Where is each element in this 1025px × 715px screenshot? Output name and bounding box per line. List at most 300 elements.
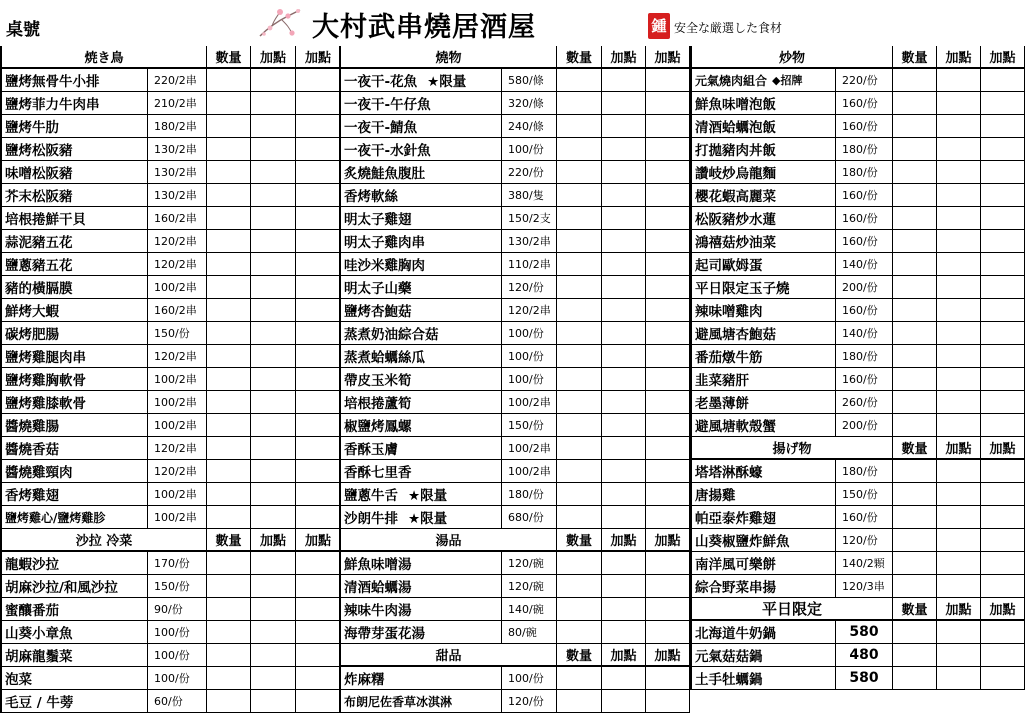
quantity-input-cell[interactable] xyxy=(893,161,937,184)
add-order-input-cell[interactable] xyxy=(296,414,341,437)
menu-item-price: 120/2串 xyxy=(148,460,207,483)
quantity-input-cell[interactable] xyxy=(893,368,937,391)
add-order-input-cell[interactable] xyxy=(646,506,690,529)
add-order-input-cell[interactable] xyxy=(251,138,296,161)
menu-item-price: 180/份 xyxy=(836,460,893,483)
menu-item-name xyxy=(2,253,148,276)
add-order-input-cell[interactable] xyxy=(937,460,981,483)
quantity-input-cell[interactable] xyxy=(893,575,937,598)
add-order-input-cell[interactable] xyxy=(937,483,981,506)
quantity-input-cell[interactable] xyxy=(893,207,937,230)
add-order-input-cell[interactable] xyxy=(937,621,981,644)
item-name-text: 番茄燉牛筋 xyxy=(695,350,763,366)
add-order-input-cell[interactable] xyxy=(981,552,1025,575)
add-order-input-cell[interactable] xyxy=(981,368,1025,391)
add-order-header: 加點 xyxy=(602,529,646,552)
quantity-input-cell[interactable] xyxy=(207,115,251,138)
add-order-input-cell[interactable] xyxy=(646,253,690,276)
add-order-input-cell[interactable] xyxy=(602,161,646,184)
add-order-input-cell[interactable] xyxy=(251,253,296,276)
add-order-input-cell[interactable] xyxy=(296,138,341,161)
item-name-text: 鹽烤松阪豬 xyxy=(5,143,73,159)
item-name-text: 椒鹽烤鳳螺 xyxy=(344,419,412,435)
quantity-input-cell[interactable] xyxy=(557,552,602,575)
quantity-input-cell[interactable] xyxy=(207,506,251,529)
add-order-input-cell[interactable] xyxy=(981,575,1025,598)
add-order-input-cell[interactable] xyxy=(646,414,690,437)
quantity-input-cell[interactable] xyxy=(207,345,251,368)
add-order-input-cell[interactable] xyxy=(646,138,690,161)
add-order-input-cell[interactable] xyxy=(646,276,690,299)
menu-item-name xyxy=(692,138,836,161)
add-order-input-cell[interactable] xyxy=(646,345,690,368)
add-order-input-cell[interactable] xyxy=(937,667,981,690)
add-order-input-cell[interactable] xyxy=(937,299,981,322)
add-order-input-cell[interactable] xyxy=(646,483,690,506)
add-order-input-cell[interactable] xyxy=(937,414,981,437)
add-order-input-cell[interactable] xyxy=(981,391,1025,414)
add-order-input-cell[interactable] xyxy=(981,299,1025,322)
item-name-text: 明太子雞翅 xyxy=(344,212,412,228)
add-order-input-cell[interactable] xyxy=(981,460,1025,483)
add-order-input-cell[interactable] xyxy=(981,414,1025,437)
add-order-input-cell[interactable] xyxy=(251,184,296,207)
add-order-input-cell[interactable] xyxy=(981,621,1025,644)
menu-item-price: 100/2串 xyxy=(502,437,557,460)
add-order-input-cell[interactable] xyxy=(937,552,981,575)
add-order-input-cell[interactable] xyxy=(981,529,1025,552)
add-order-input-cell[interactable] xyxy=(251,207,296,230)
add-order-input-cell[interactable] xyxy=(251,437,296,460)
add-order-input-cell[interactable] xyxy=(646,69,690,92)
quantity-input-cell[interactable] xyxy=(207,690,251,713)
add-order-input-cell[interactable] xyxy=(937,253,981,276)
add-order-input-cell[interactable] xyxy=(296,92,341,115)
add-order-header: 加點 xyxy=(937,598,981,621)
quantity-input-cell[interactable] xyxy=(557,575,602,598)
add-order-input-cell[interactable] xyxy=(981,253,1025,276)
item-name-text: 胡麻龍鬚菜 xyxy=(5,649,73,665)
add-order-input-cell[interactable] xyxy=(646,667,690,690)
item-name-text: 蒜泥豬五花 xyxy=(5,235,73,251)
add-order-input-cell[interactable] xyxy=(602,391,646,414)
add-order-input-cell[interactable] xyxy=(646,437,690,460)
quantity-input-cell[interactable] xyxy=(893,529,937,552)
quantity-input-cell[interactable] xyxy=(557,161,602,184)
menu-item-name xyxy=(692,483,836,506)
quantity-input-cell[interactable] xyxy=(207,368,251,391)
menu-item-price: 120/碗 xyxy=(502,552,557,575)
add-order-input-cell[interactable] xyxy=(296,322,341,345)
quantity-input-cell[interactable] xyxy=(207,138,251,161)
add-order-input-cell[interactable] xyxy=(937,506,981,529)
quantity-input-cell[interactable] xyxy=(557,322,602,345)
menu-item-price: 180/份 xyxy=(836,138,893,161)
add-order-input-cell[interactable] xyxy=(602,92,646,115)
add-order-input-cell[interactable] xyxy=(981,506,1025,529)
menu-item-name xyxy=(341,253,502,276)
quantity-input-cell[interactable] xyxy=(893,345,937,368)
quantity-header: 數量 xyxy=(557,529,602,552)
add-order-input-cell[interactable] xyxy=(602,322,646,345)
add-order-input-cell[interactable] xyxy=(296,230,341,253)
quantity-input-cell[interactable] xyxy=(207,460,251,483)
add-order-input-cell[interactable] xyxy=(602,368,646,391)
add-order-input-cell[interactable] xyxy=(981,345,1025,368)
add-order-input-cell[interactable] xyxy=(251,299,296,322)
item-name-text: 清酒蛤蠣泡飯 xyxy=(695,120,776,136)
item-name-text: 鴻禧菇炒油菜 xyxy=(695,235,776,251)
add-order-input-cell[interactable] xyxy=(981,322,1025,345)
add-order-input-cell[interactable] xyxy=(937,529,981,552)
add-order-input-cell[interactable] xyxy=(646,92,690,115)
add-order-input-cell[interactable] xyxy=(251,161,296,184)
menu-item-name xyxy=(341,92,502,115)
menu-item-price: 160/份 xyxy=(836,299,893,322)
quantity-header: 數量 xyxy=(893,46,937,69)
item-name-text: 鹽烤牛肋 xyxy=(5,120,59,136)
add-order-input-cell[interactable] xyxy=(251,276,296,299)
quantity-input-cell[interactable] xyxy=(207,69,251,92)
menu-item-price: 100/2串 xyxy=(148,506,207,529)
quantity-input-cell[interactable] xyxy=(207,299,251,322)
menu-item-name xyxy=(692,69,836,92)
add-order-input-cell[interactable] xyxy=(646,460,690,483)
add-order-input-cell[interactable] xyxy=(602,690,646,713)
quantity-input-cell[interactable] xyxy=(557,598,602,621)
add-order-input-cell[interactable] xyxy=(937,92,981,115)
menu-item-name xyxy=(2,161,148,184)
add-order-input-cell[interactable] xyxy=(981,276,1025,299)
quantity-input-cell[interactable] xyxy=(207,621,251,644)
add-order-input-cell[interactable] xyxy=(981,644,1025,667)
add-order-input-cell[interactable] xyxy=(937,345,981,368)
add-order-input-cell[interactable] xyxy=(646,621,690,644)
add-order-input-cell[interactable] xyxy=(296,460,341,483)
add-order-input-cell[interactable] xyxy=(602,483,646,506)
item-name-text: 明太子雞肉串 xyxy=(344,235,425,251)
add-order-input-cell[interactable] xyxy=(296,115,341,138)
quantity-input-cell[interactable] xyxy=(207,437,251,460)
add-order-input-cell[interactable] xyxy=(251,115,296,138)
menu-item-name xyxy=(2,575,148,598)
item-name-text: 一夜干-水針魚 xyxy=(344,143,431,159)
item-name-text: 避風塘軟殼蟹 xyxy=(695,419,776,435)
add-order-input-cell[interactable] xyxy=(646,690,690,713)
add-order-input-cell[interactable] xyxy=(602,437,646,460)
add-order-input-cell[interactable] xyxy=(602,230,646,253)
add-order-input-cell[interactable] xyxy=(296,161,341,184)
add-order-input-cell[interactable] xyxy=(937,322,981,345)
add-order-input-cell[interactable] xyxy=(646,552,690,575)
quantity-input-cell[interactable] xyxy=(893,115,937,138)
add-order-input-cell[interactable] xyxy=(937,115,981,138)
add-order-input-cell[interactable] xyxy=(602,207,646,230)
add-order-input-cell[interactable] xyxy=(296,552,341,575)
quantity-input-cell[interactable] xyxy=(207,391,251,414)
add-order-input-cell[interactable] xyxy=(981,161,1025,184)
add-order-input-cell[interactable] xyxy=(981,115,1025,138)
quantity-input-cell[interactable] xyxy=(893,92,937,115)
quantity-input-cell[interactable] xyxy=(557,414,602,437)
add-order-input-cell[interactable] xyxy=(981,184,1025,207)
quantity-input-cell[interactable] xyxy=(893,483,937,506)
menu-item-name xyxy=(341,552,502,575)
quantity-input-cell[interactable] xyxy=(557,368,602,391)
quantity-input-cell[interactable] xyxy=(893,69,937,92)
tagline: 安全な厳選した食材 xyxy=(674,21,783,35)
add-order-input-cell[interactable] xyxy=(251,322,296,345)
add-order-input-cell[interactable] xyxy=(981,138,1025,161)
add-order-input-cell[interactable] xyxy=(296,644,341,667)
add-order-input-cell[interactable] xyxy=(602,115,646,138)
item-name-text: 香酥七里香 xyxy=(344,465,412,481)
quantity-input-cell[interactable] xyxy=(893,184,937,207)
add-order-input-cell[interactable] xyxy=(646,161,690,184)
add-order-input-cell[interactable] xyxy=(296,598,341,621)
menu-item-name xyxy=(2,460,148,483)
add-order-input-cell[interactable] xyxy=(602,621,646,644)
add-order-input-cell[interactable] xyxy=(937,184,981,207)
add-order-input-cell[interactable] xyxy=(937,161,981,184)
item-name-text: 芥末松阪豬 xyxy=(5,189,73,205)
quantity-input-cell[interactable] xyxy=(893,506,937,529)
item-name-text: 老墨薄餅 xyxy=(695,396,749,412)
quantity-input-cell[interactable] xyxy=(557,207,602,230)
add-order-input-cell[interactable] xyxy=(251,391,296,414)
add-order-input-cell[interactable] xyxy=(602,345,646,368)
add-order-input-cell[interactable] xyxy=(602,184,646,207)
add-order-input-cell[interactable] xyxy=(602,69,646,92)
quantity-input-cell[interactable] xyxy=(557,345,602,368)
menu-item-price: 380/隻 xyxy=(502,184,557,207)
add-order-input-cell[interactable] xyxy=(296,345,341,368)
menu-item-name xyxy=(2,345,148,368)
item-name-text: 一夜干-花魚 xyxy=(344,74,418,90)
quantity-input-cell[interactable] xyxy=(893,667,937,690)
quantity-input-cell[interactable] xyxy=(207,644,251,667)
add-order-input-cell[interactable] xyxy=(646,575,690,598)
add-order-input-cell[interactable] xyxy=(646,230,690,253)
add-order-input-cell[interactable] xyxy=(296,391,341,414)
quantity-input-cell[interactable] xyxy=(207,575,251,598)
add-order-input-cell[interactable] xyxy=(251,598,296,621)
add-order-input-cell[interactable] xyxy=(937,138,981,161)
quantity-input-cell[interactable] xyxy=(207,667,251,690)
add-order-input-cell[interactable] xyxy=(251,368,296,391)
quantity-input-cell[interactable] xyxy=(557,506,602,529)
menu-item-price: 130/2串 xyxy=(148,138,207,161)
add-order-input-cell[interactable] xyxy=(296,690,341,713)
add-order-input-cell[interactable] xyxy=(646,115,690,138)
quantity-input-cell[interactable] xyxy=(207,253,251,276)
add-order-input-cell[interactable] xyxy=(296,253,341,276)
add-order-input-cell[interactable] xyxy=(981,667,1025,690)
quantity-input-cell[interactable] xyxy=(207,207,251,230)
menu-item-price: 130/2串 xyxy=(148,161,207,184)
quantity-input-cell[interactable] xyxy=(893,414,937,437)
quantity-input-cell[interactable] xyxy=(893,460,937,483)
add-order-input-cell[interactable] xyxy=(251,644,296,667)
add-order-input-cell[interactable] xyxy=(981,230,1025,253)
quantity-input-cell[interactable] xyxy=(207,552,251,575)
quantity-input-cell[interactable] xyxy=(557,184,602,207)
add-order-input-cell[interactable] xyxy=(602,460,646,483)
quantity-input-cell[interactable] xyxy=(557,437,602,460)
quantity-input-cell[interactable] xyxy=(893,230,937,253)
menu-item-name xyxy=(692,460,836,483)
item-name-text: 布朗尼佐香草冰淇淋 xyxy=(344,694,453,709)
add-order-input-cell[interactable] xyxy=(296,69,341,92)
add-order-input-cell[interactable] xyxy=(251,667,296,690)
menu-item-price: 480 xyxy=(836,644,893,667)
add-order-input-cell[interactable] xyxy=(296,184,341,207)
menu-item-name xyxy=(2,299,148,322)
quantity-input-cell[interactable] xyxy=(207,483,251,506)
quantity-input-cell[interactable] xyxy=(557,483,602,506)
item-name-text: 明太子山藥 xyxy=(344,281,412,297)
add-order-input-cell[interactable] xyxy=(602,667,646,690)
quantity-input-cell[interactable] xyxy=(893,391,937,414)
add-order-input-cell[interactable] xyxy=(981,207,1025,230)
menu-item-name xyxy=(692,621,836,644)
menu-item-price: 160/份 xyxy=(836,115,893,138)
quantity-input-cell[interactable] xyxy=(557,92,602,115)
add-order-input-cell[interactable] xyxy=(937,207,981,230)
add-order-input-cell[interactable] xyxy=(251,690,296,713)
add-order-input-cell[interactable] xyxy=(937,69,981,92)
add-order-input-cell[interactable] xyxy=(296,575,341,598)
add-order-input-cell[interactable] xyxy=(981,92,1025,115)
quantity-input-cell[interactable] xyxy=(207,161,251,184)
quantity-input-cell[interactable] xyxy=(557,667,602,690)
menu-item-price: 100/2串 xyxy=(148,368,207,391)
quantity-input-cell[interactable] xyxy=(557,690,602,713)
quantity-input-cell[interactable] xyxy=(893,322,937,345)
quantity-input-cell[interactable] xyxy=(207,92,251,115)
add-order-input-cell[interactable] xyxy=(646,207,690,230)
add-order-input-cell[interactable] xyxy=(296,621,341,644)
add-order-input-cell[interactable] xyxy=(602,575,646,598)
add-order-input-cell[interactable] xyxy=(251,92,296,115)
add-order-input-cell[interactable] xyxy=(602,506,646,529)
item-name-text: 一夜干-午仔魚 xyxy=(344,97,431,113)
add-order-input-cell[interactable] xyxy=(251,621,296,644)
quantity-input-cell[interactable] xyxy=(893,621,937,644)
menu-item-price: 180/份 xyxy=(502,483,557,506)
quantity-input-cell[interactable] xyxy=(207,230,251,253)
add-order-input-cell[interactable] xyxy=(251,230,296,253)
quantity-input-cell[interactable] xyxy=(893,552,937,575)
menu-item-price: 160/份 xyxy=(836,506,893,529)
menu-item-name xyxy=(692,299,836,322)
item-name-text: 塔塔淋酥蠔 xyxy=(695,465,763,481)
quantity-input-cell[interactable] xyxy=(207,598,251,621)
quantity-input-cell[interactable] xyxy=(893,138,937,161)
item-name-text: 元氣燒肉組合 xyxy=(695,73,768,88)
add-order-input-cell[interactable] xyxy=(251,345,296,368)
add-order-input-cell[interactable] xyxy=(937,391,981,414)
add-order-input-cell[interactable] xyxy=(251,69,296,92)
add-order-input-cell[interactable] xyxy=(602,598,646,621)
add-order-input-cell[interactable] xyxy=(296,506,341,529)
add-order-input-cell[interactable] xyxy=(251,483,296,506)
add-order-input-cell[interactable] xyxy=(646,299,690,322)
add-order-input-cell[interactable] xyxy=(937,230,981,253)
quantity-input-cell[interactable] xyxy=(893,276,937,299)
add-order-input-cell[interactable] xyxy=(251,552,296,575)
menu-item-name xyxy=(2,598,148,621)
add-order-input-cell[interactable] xyxy=(296,667,341,690)
add-order-input-cell[interactable] xyxy=(251,575,296,598)
add-order-input-cell[interactable] xyxy=(937,368,981,391)
menu-item-price: 120/份 xyxy=(502,276,557,299)
add-order-input-cell[interactable] xyxy=(981,483,1025,506)
quantity-input-cell[interactable] xyxy=(557,299,602,322)
add-order-input-cell[interactable] xyxy=(602,276,646,299)
add-order-input-cell[interactable] xyxy=(602,299,646,322)
add-order-input-cell[interactable] xyxy=(937,276,981,299)
add-order-input-cell[interactable] xyxy=(296,368,341,391)
add-order-input-cell[interactable] xyxy=(646,368,690,391)
quantity-input-cell[interactable] xyxy=(557,230,602,253)
menu-item-name xyxy=(341,598,502,621)
add-order-input-cell[interactable] xyxy=(296,276,341,299)
quantity-input-cell[interactable] xyxy=(207,414,251,437)
menu-item-price: 180/份 xyxy=(836,345,893,368)
quantity-input-cell[interactable] xyxy=(557,621,602,644)
quantity-input-cell[interactable] xyxy=(207,184,251,207)
add-order-input-cell[interactable] xyxy=(981,69,1025,92)
quantity-input-cell[interactable] xyxy=(893,253,937,276)
add-order-input-cell[interactable] xyxy=(646,598,690,621)
add-order-input-cell[interactable] xyxy=(296,483,341,506)
menu-item-price: 240/條 xyxy=(502,115,557,138)
add-order-input-cell[interactable] xyxy=(251,414,296,437)
add-order-input-cell[interactable] xyxy=(602,414,646,437)
add-order-input-cell[interactable] xyxy=(602,253,646,276)
quantity-input-cell[interactable] xyxy=(207,276,251,299)
add-order-input-cell[interactable] xyxy=(602,138,646,161)
menu-item-price: 130/2串 xyxy=(502,230,557,253)
quantity-input-cell[interactable] xyxy=(557,69,602,92)
quantity-input-cell[interactable] xyxy=(893,299,937,322)
quantity-input-cell[interactable] xyxy=(207,322,251,345)
quantity-input-cell[interactable] xyxy=(557,460,602,483)
quantity-input-cell[interactable] xyxy=(557,138,602,161)
menu-item-name xyxy=(692,506,836,529)
add-order-input-cell[interactable] xyxy=(646,184,690,207)
add-order-input-cell[interactable] xyxy=(296,437,341,460)
item-name-text: 炙燒鮭魚腹肚 xyxy=(344,166,425,182)
quantity-input-cell[interactable] xyxy=(893,644,937,667)
quantity-input-cell[interactable] xyxy=(557,276,602,299)
quantity-input-cell[interactable] xyxy=(557,253,602,276)
add-order-input-cell[interactable] xyxy=(251,506,296,529)
menu-item-price: 160/份 xyxy=(836,368,893,391)
add-order-input-cell[interactable] xyxy=(251,460,296,483)
section-title: 焼き鳥 xyxy=(2,46,207,69)
add-order-input-cell[interactable] xyxy=(646,391,690,414)
add-order-input-cell[interactable] xyxy=(937,644,981,667)
add-order-input-cell[interactable] xyxy=(646,322,690,345)
quantity-input-cell[interactable] xyxy=(557,115,602,138)
add-order-input-cell[interactable] xyxy=(296,299,341,322)
add-order-input-cell[interactable] xyxy=(937,575,981,598)
quantity-input-cell[interactable] xyxy=(557,391,602,414)
add-order-input-cell[interactable] xyxy=(602,552,646,575)
add-order-input-cell[interactable] xyxy=(296,207,341,230)
